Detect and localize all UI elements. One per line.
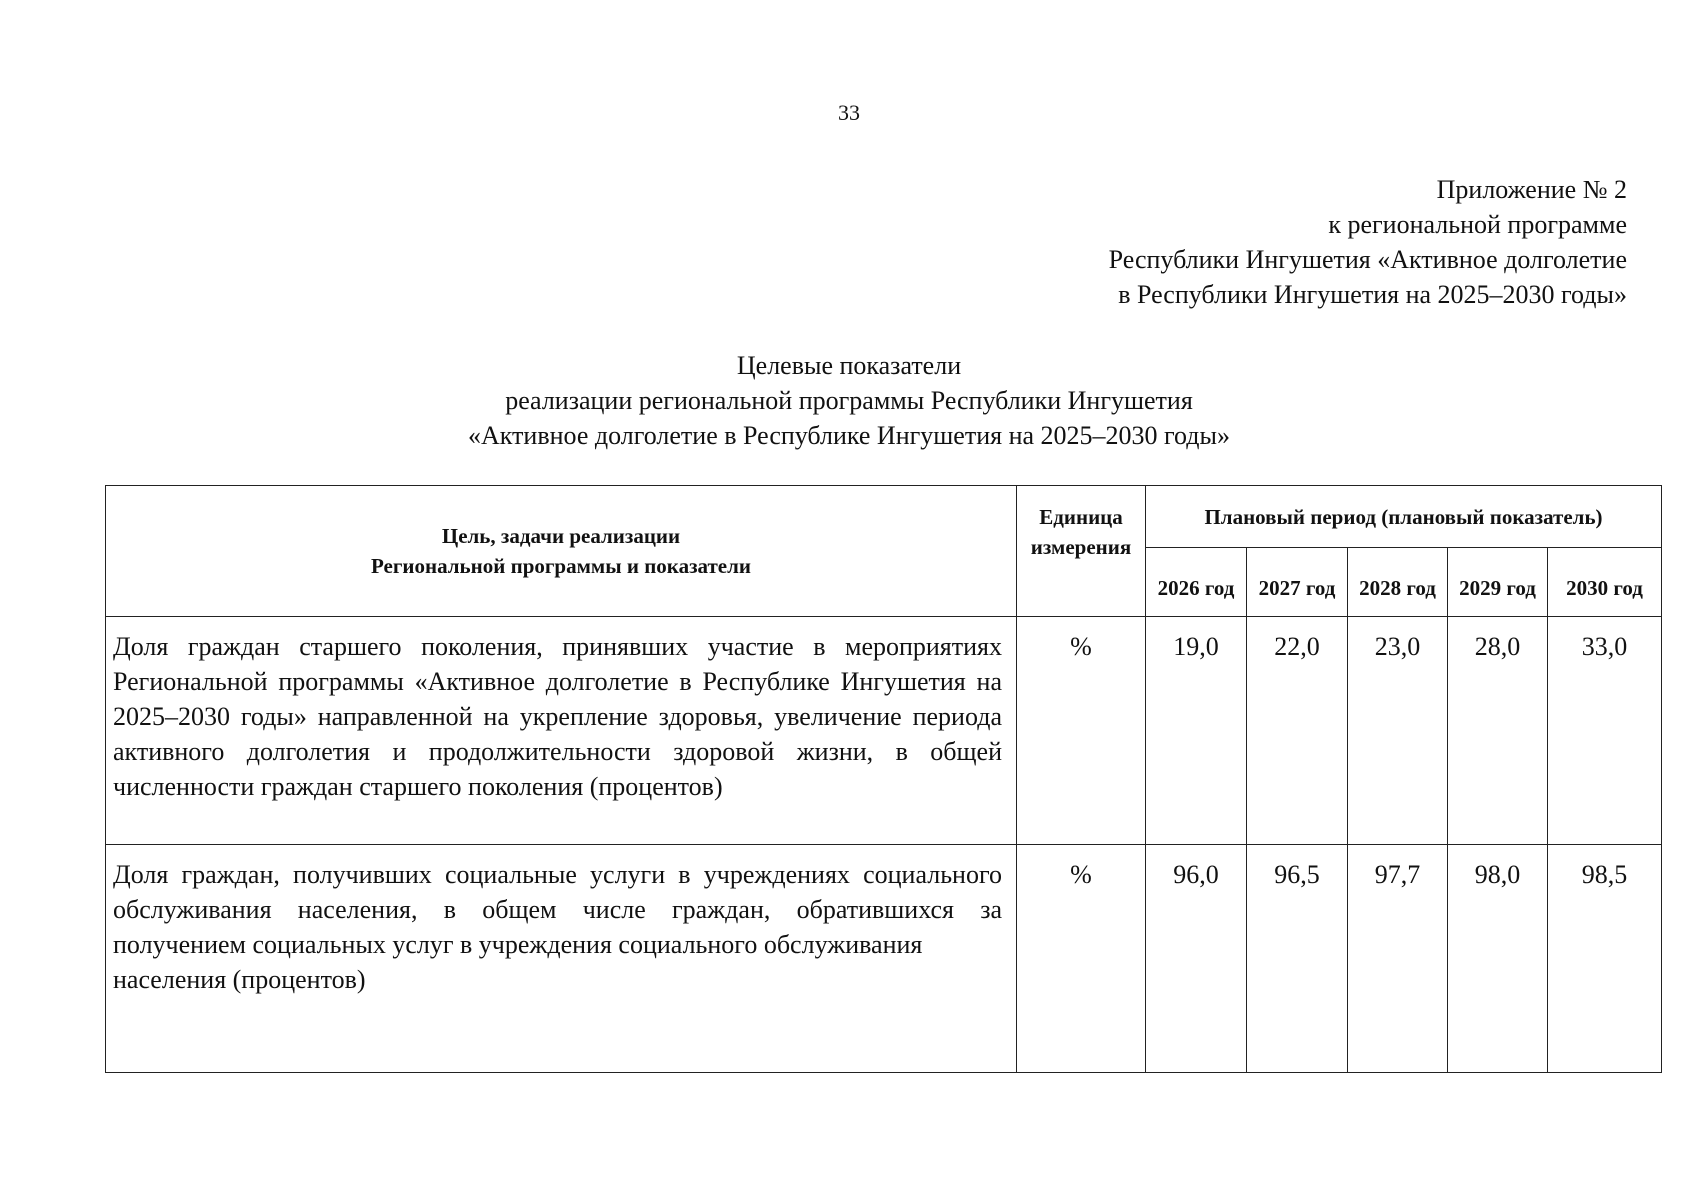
header-year-2029: 2029 год [1448, 548, 1548, 617]
indicator-description-text: Доля граждан старшего поколения, принявших участие в мероприятиях Региональной программы «Активное долголетие в Республике Ингушетия на 2025–2030 годы» направленной на укрепление здоровья, увеличение периода активного долголетия и продолжительности здоровой жизни, в общей численности граждан старшего поколения (процентов) [113, 632, 1002, 801]
header-unit [1017, 486, 1146, 617]
indicator-value-2027: 96,5 [1247, 845, 1348, 1073]
appendix-line: Республики Ингушетия «Активное долголетие [1108, 245, 1627, 274]
indicator-value-2030: 98,5 [1548, 845, 1662, 1073]
table-row [106, 845, 1662, 1073]
header-year-2028: 2028 год [1348, 548, 1448, 617]
indicator-value-2028: 97,7 [1348, 845, 1448, 1073]
title-line: Целевые показатели [736, 351, 962, 380]
indicator-value-2028: 23,0 [1348, 617, 1448, 845]
indicator-value-2027: 22,0 [1247, 617, 1348, 845]
header-planned-period: Плановый период (плановый показатель) [1146, 486, 1662, 548]
indicators-table [105, 485, 1662, 1073]
indicator-unit: % [1017, 617, 1146, 845]
appendix-line: Приложение № 2 [1436, 175, 1627, 204]
indicator-value-2029: 98,0 [1448, 845, 1548, 1073]
appendix-line: к региональной программе [1328, 210, 1627, 239]
header-year-2027: 2027 год [1247, 548, 1348, 617]
header-year-2030: 2030 год [1548, 548, 1662, 617]
indicator-unit: % [1017, 845, 1146, 1073]
title-line: реализации региональной программы Республики Ингушетия [505, 386, 1193, 415]
title-line: «Активное долголетие в Республике Ингушетия на 2025–2030 годы» [467, 421, 1230, 450]
indicator-value-2026: 96,0 [1146, 845, 1247, 1073]
header-goal-line: Цель, задачи реализации [441, 524, 681, 548]
header-goal-line: Региональной программы и показатели [370, 554, 752, 578]
page-number: 33 [838, 100, 860, 125]
indicator-value-2026: 19,0 [1146, 617, 1247, 845]
indicator-value-2030: 33,0 [1548, 617, 1662, 845]
appendix-note [1109, 172, 1627, 312]
indicator-description [106, 617, 1017, 845]
header-year-2026: 2026 год [1146, 548, 1247, 617]
appendix-line: в Республики Ингушетия на 2025–2030 годы» [1118, 280, 1627, 309]
header-unit-line: измерения [1030, 535, 1132, 559]
header-goal [106, 486, 1017, 617]
table-row [106, 617, 1662, 845]
indicator-description-tail: населения (процентов) [113, 965, 366, 994]
indicator-description-text: Доля граждан, получивших социальные услуги в учреждениях социального обслуживания населения, в общем числе граждан, обратившихся за получением социальных услуг в учреждения социального обслуживания [113, 860, 1002, 959]
indicator-description [106, 845, 1017, 1073]
indicator-value-2029: 28,0 [1448, 617, 1548, 845]
header-unit-line: Единица [1039, 505, 1123, 529]
document-title [0, 348, 1698, 453]
